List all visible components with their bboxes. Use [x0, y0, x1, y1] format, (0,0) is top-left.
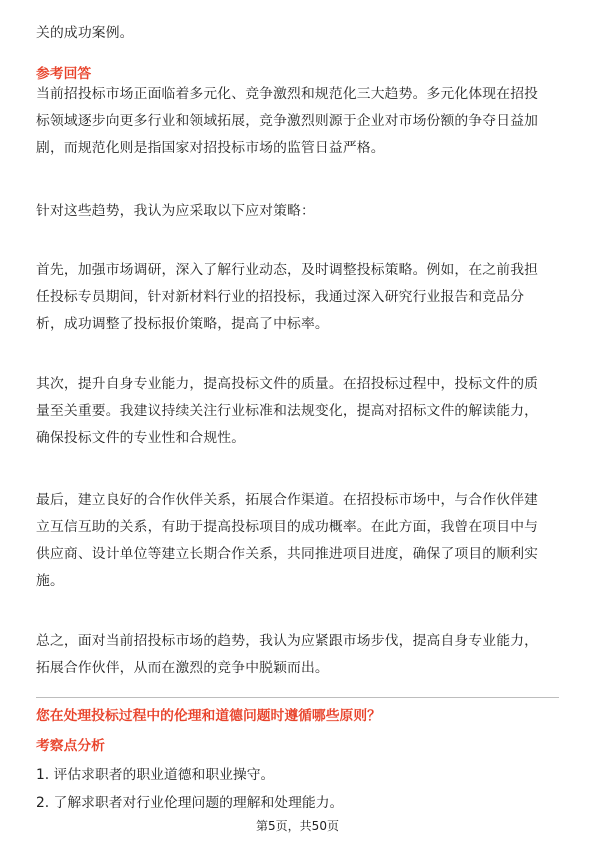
- answer-paragraph-5: 最后，建立良好的合作伙伴关系，拓展合作渠道。在招投标市场中，与合作伙伴建 立互信互助的关系，有助于提高投标项目的成功概率。在此方面，我曾在项目中与 供应商、设计单位等建立长期合作关系，共同推进项目进度，确保了项目的顺利实 施。: [36, 492, 539, 589]
- answer-paragraph-4: 其次，提升自身专业能力，提高投标文件的质量。在招投标过程中，投标文件的质 量至关重要。我建议持续关注行业标准和法规变化，提高对招标文件的解读能力， 确保投标文件的专业性和合规性。: [36, 376, 539, 446]
- answer-paragraph-1: 当前招投标市场正面临着多元化、竞争激烈和规范化三大趋势。多元化体现在招投 标领域逐步向更多行业和领域拓展，竞争激烈则源于企业对市场份额的争夺日益加 剧，而规范化则是指国家对招投标市场的监管日益严格。: [36, 86, 539, 156]
- answer-paragraph-3: 首先，加强市场调研，深入了解行业动态，及时调整投标策略。例如，在之前我担 任投标专员期间，针对新材料行业的招投标，我通过深入研究行业报告和竞品分 析，成功调整了投标报价策略，提高了中标率。: [36, 262, 539, 332]
- answer-paragraph-2: 针对这些趋势，我认为应采取以下应对策略：: [36, 203, 315, 219]
- section-divider: [36, 697, 559, 698]
- analysis-point-2: 2. 了解求职者对行业伦理问题的理解和处理能力。: [36, 795, 344, 811]
- analysis-label: 考察点分析: [36, 738, 105, 754]
- lead-line: 关的成功案例。: [36, 25, 134, 41]
- answer-label: 参考回答: [36, 66, 92, 82]
- analysis-point-1: 1. 评估求职者的职业道德和职业操守。: [36, 767, 275, 783]
- page-footer: 第5页，共50页: [256, 819, 339, 833]
- question-heading: 您在处理投标过程中的伦理和道德问题时遵循哪些原则？: [36, 708, 381, 724]
- answer-paragraph-6: 总之，面对当前招投标市场的趋势，我认为应紧跟市场步伐，提高自身专业能力， 拓展合作伙伴，从而在激烈的竞争中脱颖而出。: [36, 633, 539, 676]
